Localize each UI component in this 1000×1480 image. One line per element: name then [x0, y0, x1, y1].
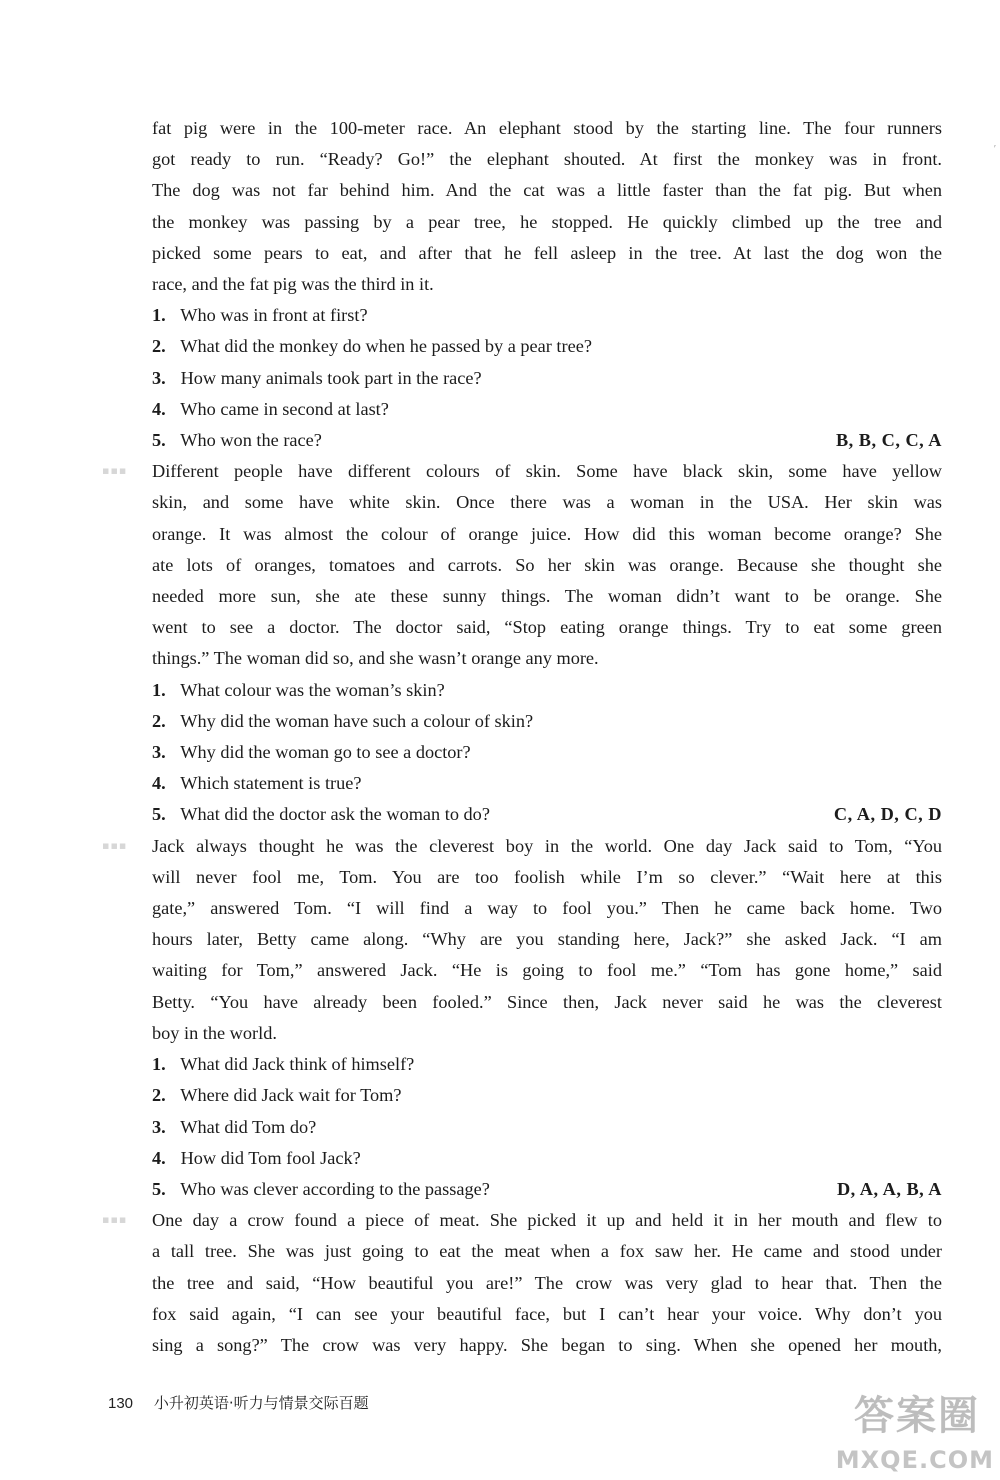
passage-line: went to see a doctor. The doctor said, “Stop eating orange things. Try to eat some green	[152, 617, 942, 638]
passage-line: got ready to run. “Ready? Go!” the elephant shouted. At first the monkey was in front.	[152, 149, 942, 170]
question-number: 4.	[152, 1147, 166, 1168]
passage-line: fox said again, “I can see your beautiful face, but I can’t hear your voice. Why don’t you	[152, 1303, 942, 1324]
question-body	[152, 799, 490, 830]
passage-4	[102, 1205, 942, 1361]
passage-line: the monkey was passing by a pear tree, he stopped. He quickly climbed up the tree and	[152, 211, 942, 232]
question-number: 2.	[152, 710, 166, 731]
watermark-logo	[794, 1394, 994, 1474]
question-number: 3.	[152, 367, 166, 388]
page-content	[102, 113, 942, 1361]
section-marker: ▪▪▪	[102, 464, 128, 478]
passage-line: fat pig were in the 100-meter race. An elephant stood by the starting line. The four runners	[152, 118, 942, 138]
question-number: 1.	[152, 1054, 166, 1075]
passage-line: boy in the world.	[152, 1022, 277, 1043]
answer-key: D, A, A, B, A	[836, 1178, 942, 1199]
question-body	[152, 425, 322, 456]
question-text: What did the doctor ask the woman to do?	[180, 804, 490, 825]
question-number: 2.	[152, 1085, 166, 1106]
question-text: Why did the woman have such a colour of skin?	[180, 710, 534, 731]
passage-line: One day a crow found a piece of meat. She picked it up and held it in her mouth and flew to	[152, 1210, 942, 1231]
question-item	[152, 363, 942, 394]
question-body	[152, 1080, 401, 1111]
question-text: What did Tom do?	[180, 1116, 317, 1137]
question-body	[152, 675, 445, 706]
page-footer	[108, 1393, 369, 1414]
question-body	[152, 1174, 490, 1205]
question-body	[152, 1049, 414, 1080]
question-text: What did the monkey do when he passed by a pear tree?	[180, 336, 592, 357]
passage-2	[102, 456, 942, 674]
passage-line: sing a song?” The crow was very happy. She began to sing. When she opened her mouth,	[152, 1334, 942, 1355]
question-number: 5.	[152, 1178, 166, 1199]
passage-line: hours later, Betty came along. “Why are you standing here, Jack?” she asked Jack. “I am	[152, 929, 942, 950]
question-number: 5.	[152, 804, 166, 825]
question-item	[152, 1080, 942, 1111]
question-item	[152, 331, 942, 362]
question-body	[152, 706, 533, 737]
question-text: What did Jack think of himself?	[180, 1054, 415, 1075]
question-number: 3.	[152, 742, 166, 763]
passage-line: the tree and said, “How beautiful you are!” The crow was very glad to hear that. Then the	[152, 1272, 942, 1293]
section-marker: ▪▪▪	[102, 838, 128, 852]
passage-3	[102, 831, 942, 1049]
question-item	[152, 1049, 942, 1080]
passage-line: picked some pears to eat, and after that he fell asleep in the tree. At last the dog won the	[152, 242, 942, 263]
question-text: Who was in front at first?	[180, 305, 368, 326]
question-text: Where did Jack wait for Tom?	[180, 1085, 402, 1106]
question-item	[152, 1112, 942, 1143]
watermark-bottom-text: MXQE.COM	[835, 1446, 994, 1474]
question-text: Who came in second at last?	[180, 398, 389, 419]
question-item	[152, 768, 942, 799]
question-body	[152, 331, 592, 362]
question-number: 1.	[152, 305, 166, 326]
answer-key: B, B, C, C, A	[835, 430, 942, 451]
question-item	[152, 675, 942, 706]
question-body	[152, 394, 389, 425]
passage-line: orange. It was almost the colour of orange juice. How did this woman become orange? She	[152, 523, 942, 544]
passage-line: The dog was not far behind him. And the cat was a little faster than the fat pig. But when	[152, 180, 942, 201]
question-body	[152, 768, 361, 799]
passage-line: waiting for Tom,” answered Jack. “He is going to fool me.” “Tom has gone home,” said	[152, 960, 942, 981]
book-title: 小升初英语·听力与情景交际百题	[153, 1394, 369, 1412]
question-body	[152, 1112, 316, 1143]
question-text: How did Tom fool Jack?	[180, 1147, 361, 1168]
question-item	[152, 394, 942, 425]
question-item	[152, 1143, 942, 1174]
question-item	[152, 737, 942, 768]
question-text: Why did the woman go to see a doctor?	[180, 742, 471, 763]
question-number: 4.	[152, 398, 166, 419]
watermark-top-text: 答案圈	[854, 1393, 980, 1439]
question-number: 2.	[152, 336, 166, 357]
question-number: 5.	[152, 430, 166, 451]
page-number: 130	[108, 1395, 134, 1412]
passage-line: race, and the fat pig was the third in it.	[152, 274, 434, 295]
question-text: Which statement is true?	[180, 773, 362, 794]
question-body	[152, 737, 471, 768]
margin-mark: ′	[993, 144, 996, 155]
passage-line: gate,” answered Tom. “I will find a way to fool you.” Then he came back home. Two	[152, 898, 942, 919]
question-text: Who was clever according to the passage?	[180, 1178, 490, 1199]
question-body	[152, 363, 482, 394]
question-item	[152, 300, 942, 331]
passage-line: Different people have different colours of skin. Some have black skin, some have yellow	[152, 461, 942, 482]
passage-line: skin, and some have white skin. Once there was a woman in the USA. Her skin was	[152, 492, 942, 513]
question-text: What colour was the woman’s skin?	[180, 679, 445, 700]
question-item	[152, 706, 942, 737]
question-item	[152, 1174, 942, 1205]
answer-key: C, A, D, C, D	[833, 804, 942, 825]
question-item	[152, 799, 942, 830]
question-body	[152, 1143, 361, 1174]
passage-line: a tall tree. She was just going to eat the meat when a fox saw her. He came and stood under	[152, 1241, 942, 1262]
passage-line: will never fool me, Tom. You are too foolish while I’m so clever.” “Wait here at this	[152, 866, 942, 887]
passage-line: Betty. “You have already been fooled.” Since then, Jack never said he was the cleverest	[152, 991, 942, 1012]
question-item	[152, 425, 942, 456]
passage-line: needed more sun, she ate these sunny things. The woman didn’t want to be orange. She	[152, 586, 942, 607]
passage-line: ate lots of oranges, tomatoes and carrots. So her skin was orange. Because she thought she	[152, 554, 942, 575]
question-text: How many animals took part in the race?	[180, 367, 482, 388]
passage-line: Jack always thought he was the cleverest boy in the world. One day Jack said to Tom, “You	[152, 835, 942, 856]
question-text: Who won the race?	[180, 430, 322, 451]
section-marker: ▪▪▪	[102, 1213, 128, 1227]
passage-line: things.” The woman did so, and she wasn’t orange any more.	[152, 648, 599, 669]
question-number: 1.	[152, 679, 166, 700]
passage-1	[152, 113, 942, 300]
question-number: 3.	[152, 1116, 166, 1137]
question-number: 4.	[152, 773, 166, 794]
question-body	[152, 300, 368, 331]
